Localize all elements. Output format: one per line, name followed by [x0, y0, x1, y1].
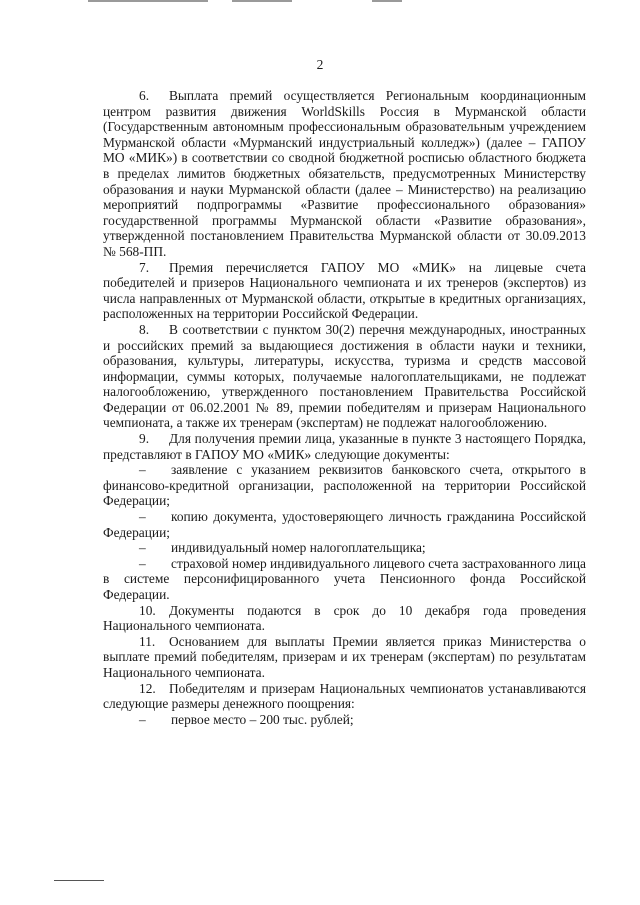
paragraph-9: [103, 431, 586, 462]
paragraph-number: 10.: [139, 602, 156, 618]
paragraph-text: Для получения премии лица, указанные в пункте 3 настоящего Порядка, представляют в ГАПОУ МО «МИК» следующие документы:: [103, 431, 586, 462]
paragraph-number: 8.: [139, 321, 150, 337]
paragraph-text: Победителям и призерам Национальных чемпионатов устанавливаются следующие размеры денежного поощрения:: [103, 680, 586, 712]
dash-marker: –: [139, 555, 146, 571]
list-item-text: первое место – 200 тыс. рублей;: [171, 711, 354, 727]
paragraph-7: [103, 260, 586, 322]
paragraph-12: [103, 681, 586, 712]
list-item: [103, 540, 586, 556]
list-item: [103, 712, 586, 728]
paragraph-text: Выплата премий осуществляется Региональным координационным центром развития движения WorldSkills Россия в Мурманской области (Государственным автономным профессиональным образовательным учреждением Мурманской области «Мурманский индустриальный колледж») (далее – ГАПОУ МО «МИК») в соответствии со сводной бюджетной росписью областного бюджета в пределах лимитов бюджетных обязательств, предусмотренных Министерству образования и науки Мурманской области (далее – Министерство) на реализацию мероприятий подпрограммы «Развитие профессионального образования» государственной программы Мурманской области «Развитие образования», утвержденной постановлением Правительства Мурманской области от 30.09.2013 № 568-ПП.: [103, 88, 586, 259]
document-body: [103, 88, 586, 727]
dash-marker: –: [139, 711, 146, 727]
scan-artifact: [88, 0, 208, 2]
paragraph-text: Основанием для выплаты Премии является приказ Министерства о выплате премий победителям, призерам и их тренерам (экспертам) по результатам Национального чемпионата.: [103, 633, 586, 680]
paragraph-8: [103, 322, 586, 431]
list-item-text: заявление с указанием реквизитов банковского счета, открытого в финансово-кредитной организации, расположенной на территории Российской Федерации;: [103, 462, 586, 509]
list-item: [103, 462, 586, 509]
dash-marker: –: [139, 462, 146, 478]
list-item-text: копию документа, удостоверяющего личность гражданина Российской Федерации;: [103, 509, 586, 540]
paragraph-number: 9.: [139, 431, 150, 447]
paragraph-10: [103, 603, 586, 634]
paragraph-number: 12.: [139, 680, 156, 696]
footnote-divider: [54, 880, 104, 881]
list-item-text: индивидуальный номер налогоплательщика;: [171, 540, 426, 556]
paragraph-text: Премия перечисляется ГАПОУ МО «МИК» на лицевые счета победителей и призеров Национального чемпионата и их тренеров (экспертов) из числа направленных от Мурманской области, открытые в кредитных организациях, расположенных на территории Российской Федерации.: [103, 259, 586, 322]
paragraph-number: 6.: [139, 88, 150, 103]
list-item: [103, 509, 586, 540]
paragraph-text: В соответствии с пунктом 30(2) перечня международных, иностранных и российских премий за выдающиеся достижения в области науки и техники, образования, культуры, литературы, искусства, туризма и средств массовой информации, суммы которых, получаемые налогоплательщиками, не подлежат налогообложению, утвержденного постановлением Правительства Российской Федерации от 06.02.2001 № 89, премии победителям и призерам Национального чемпионата, а также их тренерам (экспертам) не подлежат налогообложению.: [103, 321, 586, 431]
paragraph-text: Документы подаются в срок до 10 декабря года проведения Национального чемпионата.: [103, 602, 586, 634]
paragraph-6: [103, 88, 586, 260]
scan-artifact: [372, 0, 402, 2]
paragraph-11: [103, 634, 586, 681]
paragraph-number: 7.: [139, 259, 150, 275]
scan-artifact: [232, 0, 292, 2]
dash-marker: –: [139, 540, 146, 556]
list-item-text: страховой номер индивидуального лицевого счета застрахованного лица в системе персонифицированного учета Пенсионного фонда Российской Федерации.: [103, 555, 586, 602]
page-number: 2: [316, 57, 324, 72]
paragraph-number: 11.: [139, 633, 156, 649]
list-item: [103, 556, 586, 603]
dash-marker: –: [139, 509, 146, 525]
